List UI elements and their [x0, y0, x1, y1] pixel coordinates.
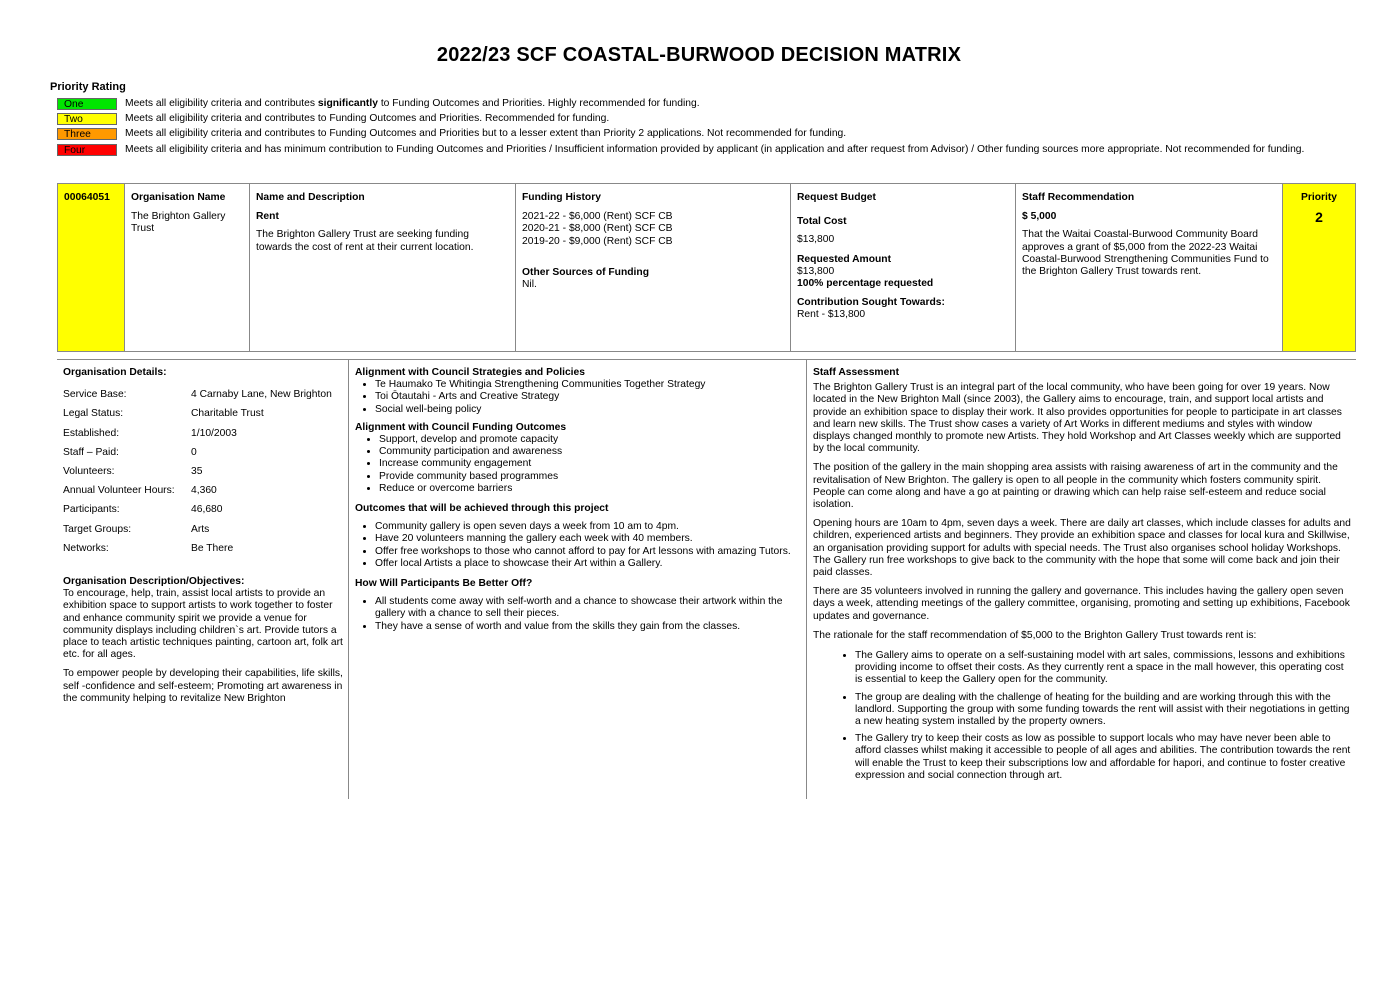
- better-off-heading: How Will Participants Be Better Off?: [355, 578, 533, 590]
- organisation-name-cell: [125, 184, 250, 351]
- list-item: • Community gallery is open seven days a week from 10 am to 4pm.: [375, 521, 800, 533]
- detail-row: Networks: Be There: [63, 542, 234, 554]
- assessment-paragraph: The Brighton Gallery Trust is an integral part of the local community, who have been going for over 19 years. Now located in the New Brighton Mall (since 2003), the Gallery aims to encourage, train, and support local artists and provide an exhibition space to display their work. It also provides opportunities for people to participate in art classes and learn new skills. The Trust show cases a variety of Art Works in different mediums and styles with window displays changed monthly to promote new Artists. They hold Workshop and Art Classes weekly which are supported by the local community.: [813, 382, 1342, 455]
- priority-desc-two: Meets all eligibility criteria and contributes to Funding Outcomes and Priorities. Recommended for funding.: [125, 113, 610, 124]
- staff-recommendation-amount: $ 5,000: [1022, 211, 1057, 223]
- detail-row: Service Base: 4 Carnaby Lane, New Brighton: [63, 389, 332, 401]
- section-divider: [57, 359, 1356, 360]
- percentage-requested: 100% percentage requested: [797, 278, 934, 290]
- detail-row: Participants: 46,680: [63, 504, 223, 516]
- detail-row: Established: 1/10/2003: [63, 427, 237, 439]
- contribution: Rent - $13,800: [797, 309, 866, 321]
- list-item: • The group are dealing with the challenge of heating for the building and are working through this with the landlord. Supporting the group with some funding towards the rent will assist with their negotiations in getting a new heating system installed by the property owners.: [855, 692, 1351, 729]
- list-item: • Toi Ōtautahi - Arts and Creative Strategy: [375, 391, 800, 403]
- assessment-paragraph: The position of the gallery in the main shopping area assists with raising awareness of art in the community and the revitalisation of New Brighton. The gallery is open to all people in the community which fosters community spirit. People can come along and have a go at painting or drawing which can help raise self-esteem and reduce social isolation.: [813, 462, 1338, 511]
- other-sources: Nil.: [522, 279, 537, 291]
- list-item: • Provide community based programmes: [379, 471, 800, 483]
- list-item: • Offer free workshops to those who cannot afford to pay for Art lessons with amazing Tutors.: [375, 546, 800, 558]
- outcomes-list: [355, 434, 800, 495]
- rationale-list: [813, 650, 1351, 782]
- organisation-details-heading: Organisation Details:: [63, 367, 167, 378]
- priority-header: Priority: [1300, 192, 1338, 203]
- organisation-details: [63, 367, 343, 705]
- column-divider: [806, 360, 807, 799]
- other-sources-header: Other Sources of Funding: [522, 266, 649, 278]
- outcomes-heading: Alignment with Council Funding Outcomes: [355, 421, 567, 433]
- request-budget-cell: [791, 184, 1016, 351]
- funding-history-item: 2019-20 - $9,000 (Rent) SCF CB: [522, 235, 673, 247]
- funding-history-item: 2020-21 - $8,000 (Rent) SCF CB: [522, 223, 673, 235]
- detail-row: Annual Volunteer Hours: 4,360: [63, 485, 217, 497]
- priority-cell: [1283, 184, 1355, 351]
- priority-chip-one: One: [57, 98, 117, 110]
- priority-rating-heading: Priority Rating: [50, 81, 126, 93]
- detail-row: Target Groups: Arts: [63, 523, 210, 535]
- name-description-header: Name and Description: [256, 192, 365, 203]
- total-cost: $13,800: [797, 234, 835, 246]
- total-cost-label: Total Cost: [797, 216, 847, 228]
- detail-row: Volunteers: 35: [63, 465, 203, 477]
- organisation-description: To encourage, help, train, assist local artists to provide an exhibition space to support artists to work together to foster and enhance community spirit we provide a venue for community displays including children`s art. Provide tutors a place to teach artistic techniques painting, cartoon art, folk art etc. for all ages.: [63, 588, 343, 661]
- list-item: • All students come away with self-worth and a chance to showcase their artwork within the gallery with a chance to sell their pieces.: [375, 596, 800, 620]
- organisation-description: To empower people by developing their capabilities, life skills, self -confidence and self-esteem; Promoting art awareness in the community helping to revitalize New Brighton: [63, 668, 343, 704]
- list-item: • Te Haumako Te Whitingia Strengthening Communities Together Strategy: [375, 379, 800, 391]
- priority-row-one: [57, 98, 1305, 110]
- project-outcomes-heading: Outcomes that will be achieved through this project: [355, 503, 609, 515]
- organisation-name-header: Organisation Name: [131, 192, 226, 203]
- column-divider: [348, 360, 349, 799]
- strategies-list: [355, 379, 800, 416]
- priority-desc-four: Meets all eligibility criteria and has minimum contribution to Funding Outcomes and Priorities / Insufficient information provided by applicant (in application and after request from Advisor) / Other funding sources more appropriate. Not recommended for funding.: [125, 144, 1305, 155]
- project-outcomes-list: [355, 521, 800, 570]
- project-name: Rent: [256, 211, 279, 223]
- funding-history-cell: [516, 184, 791, 351]
- application-summary-table: [57, 183, 1356, 352]
- page-title: 2022/23 SCF COASTAL-BURWOOD DECISION MATRIX: [436, 44, 962, 66]
- better-off-list: [355, 596, 800, 633]
- staff-assessment-heading: Staff Assessment: [813, 367, 900, 378]
- organisation-description-heading: Organisation Description/Objectives:: [63, 575, 245, 587]
- assessment-paragraph: There are 35 volunteers involved in running the gallery and governance. This includes having the gallery open seven days a week, attending meetings of the gallery committee, organising, promoting and setting up exhibitions, Facebook updates and governance.: [813, 586, 1350, 622]
- list-item: • Community participation and awareness: [379, 446, 800, 458]
- requested-amount: $13,800: [797, 265, 835, 277]
- priority-desc-one: Meets all eligibility criteria and contributes significantly to Funding Outcomes and Priorities. Highly recommended for funding.: [125, 98, 700, 109]
- assessment-paragraph: The rationale for the staff recommendation of $5,000 to the Brighton Gallery Trust towards rent is:: [813, 629, 1257, 641]
- application-id: 00064051: [64, 192, 110, 203]
- list-item: • Increase community engagement: [379, 458, 800, 470]
- funding-history-item: 2021-22 - $6,000 (Rent) SCF CB: [522, 211, 673, 223]
- priority-row-four: [57, 144, 1305, 156]
- priority-row-three: [57, 128, 1305, 140]
- requested-amount-label: Requested Amount: [797, 253, 892, 265]
- priority-row-two: [57, 113, 1305, 125]
- staff-assessment: [813, 367, 1351, 782]
- staff-recommendation-text: That the Waitai Coastal-Burwood Community Board approves a grant of $5,000 from the 2022-23 Waitai Coastal-Burwood Strengthening Communities Fund to the Brighton Gallery Trust towards rent.: [1022, 229, 1269, 278]
- list-item: • Reduce or overcome barriers: [379, 483, 800, 495]
- application-id-cell: [58, 184, 125, 351]
- request-budget-header: Request Budget: [797, 192, 876, 203]
- strategies-heading: Alignment with Council Strategies and Policies: [355, 367, 586, 378]
- detail-row: Legal Status: Charitable Trust: [63, 408, 264, 420]
- staff-recommendation-header: Staff Recommendation: [1022, 192, 1135, 203]
- list-item: • Support, develop and promote capacity: [379, 434, 800, 446]
- priority-chip-three: Three: [57, 128, 117, 140]
- project-description: The Brighton Gallery Trust are seeking funding towards the cost of rent at their current location.: [256, 229, 474, 253]
- list-item: • Social well-being policy: [375, 404, 800, 416]
- funding-history-header: Funding History: [522, 192, 601, 203]
- name-description-cell: [250, 184, 516, 351]
- priority-chip-two: Two: [57, 113, 117, 125]
- list-item: • The Gallery aims to operate on a self-sustaining model with art sales, commissions, lessons and exhibitions providing income to offset their costs. As they currently rent a space in the mall however, this operating cost is essential to keep the Gallery open for the community.: [855, 650, 1351, 687]
- assessment-paragraph: Opening hours are 10am to 4pm, seven days a week. There are daily art classes, which include classes for adults and children, experienced artists and beginners. They provide an exhibition space and classes for local kura and Skillwise, an organisation providing support for adults with special needs. The Trust also organises school holiday Workshops. The Gallery run free workshops to give back to the community with the hope that some will come back and join their paid classes.: [813, 518, 1351, 579]
- alignment-section: [355, 367, 800, 633]
- priority-value: 2: [1315, 209, 1323, 226]
- organisation-name: The Brighton Gallery Trust: [131, 211, 226, 235]
- detail-row: Staff – Paid: 0: [63, 446, 197, 458]
- contribution-label: Contribution Sought Towards:: [797, 297, 945, 309]
- staff-recommendation-cell: [1016, 184, 1283, 351]
- list-item: • Have 20 volunteers manning the gallery each week with 40 members.: [375, 533, 800, 545]
- priority-desc-three: Meets all eligibility criteria and contributes to Funding Outcomes and Priorities but to a lesser extent than Priority 2 applications. Not recommended for funding.: [125, 128, 847, 139]
- priority-chip-four: Four: [57, 144, 117, 156]
- list-item: • They have a sense of worth and value from the skills they gain from the classes.: [375, 621, 800, 633]
- list-item: • Offer local Artists a place to showcase their Art within a Gallery.: [375, 558, 800, 570]
- list-item: • The Gallery try to keep their costs as low as possible to support locals who may have never been able to afford classes whilst making it accessible to people of all ages and abilities. The contribution towards the rent will enable the Trust to keep their subscriptions low and affordable for hapori, and continue to foster creative expression and social connection through art.: [855, 733, 1351, 782]
